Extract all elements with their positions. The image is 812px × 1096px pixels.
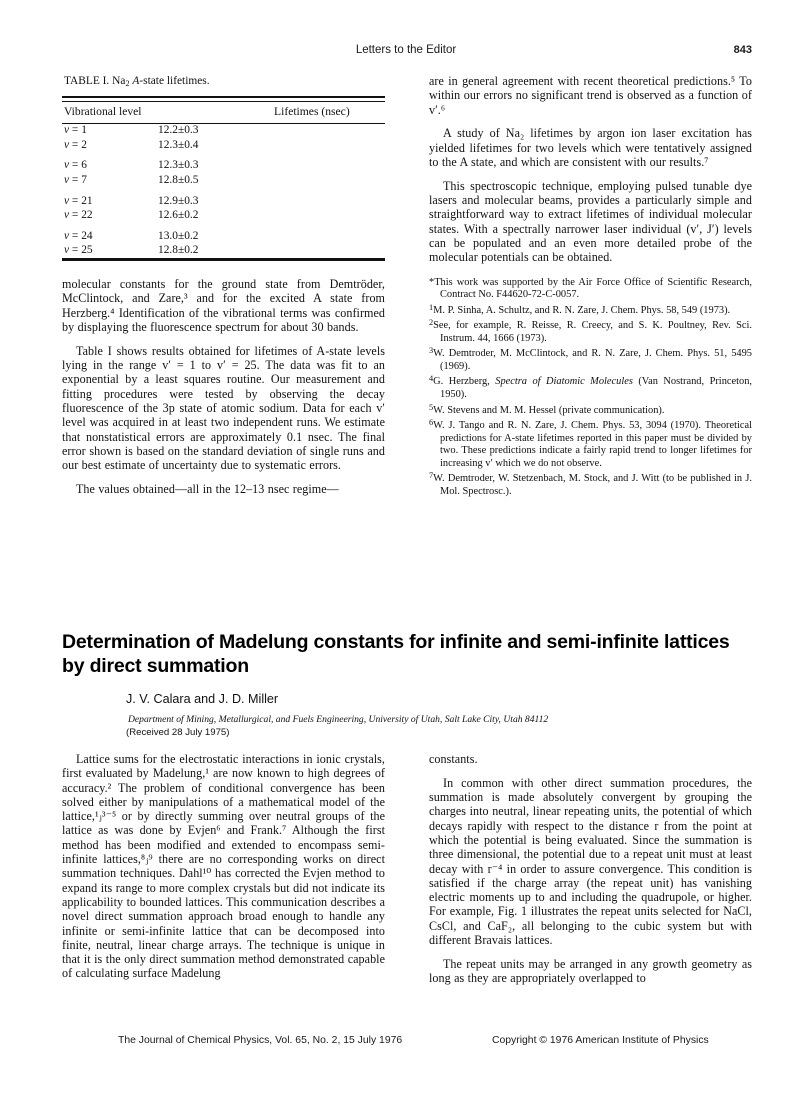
table-caption <box>64 74 385 91</box>
table-cell-level: v = 24 <box>64 229 93 242</box>
table-cell-level: v = 21 <box>64 194 93 207</box>
article-2-title: Determination of Madelung constants for infinite and semi-infinite lattices by direct summation <box>62 631 730 677</box>
table-cell-level: v = 22 <box>64 209 93 222</box>
article-2-columns <box>62 752 752 995</box>
table-cell-lifetime: 12.2±0.3 <box>158 124 199 137</box>
paragraph: Table I shows results obtained for lifetimes of A-state levels lying in the range v′ = 1 to v′ = 25. The data was fit to an exponential by a least squares routine. Our measurement and fitting procedures were tested by observing the decay fluorescence of the 3p state of atomic sodium. Data for each v′ level was acquired in at least two independent runs. We estimate that nonstatistical errors are approximately 0.1 nsec. The final error shown is based on the standard deviation of single runs and our best estimate of uncertainty due to systematic errors. <box>62 343 385 473</box>
paragraph: are in general agreement with recent theoretical predictions.⁵ To within our errors no significant trend is observed as a function of v′.⁶ <box>429 74 752 117</box>
table-caption-text: -state lifetimes. <box>139 75 210 87</box>
reference-item: $^1$M. P. Sinha, A. Schultz, and R. N. Zare, J. Chem. Phys. 58, 549 (1973). <box>429 302 731 316</box>
article-1-left-column <box>62 74 385 506</box>
paragraph: Lattice sums for the electrostatic interactions in ionic crystals, first evaluated by Madelung,¹ are now known to high degrees of accuracy.² The problem of conditional convergence has been solved either by manipulations of a mathematical model of the lattice,¹ⱼ³⁻⁵ or by directly summing over neutral groups of the lattice as was done by Evjen⁶ and Frank.⁷ Although the first method has been modified and extended to encompass semi-infinite lattices,⁸ⱼ⁹ there are no corresponding works on direct summation techniques. Dahl¹⁰ has corrected the Evjen method to expand its range to more complex crystals but did not indicate its applicability to bounded lattices. This communication describes a novel direct summation approach broad enough to handle any infinite or semi-infinite lattice that can be decomposed into finite, neutral, linear charge arrays. The technique is unique in that it is the only direct summation method demonstrated capable of calculating surface Madelung <box>62 752 385 981</box>
article-2-left-column <box>62 752 385 995</box>
table-caption-species: $Na_2$ <box>112 75 130 89</box>
table-row <box>62 173 385 188</box>
footer-journal-info: The Journal of Chemical Physics, Vol. 65, No. 2, 15 July 1976 <box>118 1035 403 1046</box>
reference-item: $^5$W. Stevens and M. M. Hessel (private communication). <box>429 402 665 416</box>
table-caption-prefix: TABLE I. <box>64 75 110 87</box>
article-2-received-date: (Received 28 July 1975) <box>126 727 230 738</box>
table-row <box>62 124 385 139</box>
table-cell-lifetime: 12.3±0.3 <box>158 159 199 172</box>
article-2-authors: J. V. Calara and J. D. Miller <box>126 692 279 706</box>
reference-item: $^6$W. J. Tango and R. N. Zare, J. Chem. Phys. 53, 3094 (1970). Theoretical predictions for A-state lifetimes reported in this paper must be divided by two. These predictions indicate a fairly rapid trend to longer lifetimes for increasing v′ which we do not observe. <box>429 418 752 469</box>
table-na2-lifetimes <box>62 96 385 261</box>
reference-item: $^4$G. Herzberg, Spectra of Diatomic Molecules (Van Nostrand, Princeton, 1950). <box>429 374 752 400</box>
table-header-row <box>62 101 385 123</box>
table-cell-level: v = 6 <box>64 159 87 172</box>
article-2-head <box>62 630 752 738</box>
paragraph: constants. <box>429 752 478 766</box>
paragraph: The repeat units may be arranged in any growth geometry as long as they are appropriately overlapped to <box>429 956 752 986</box>
running-head <box>60 44 752 60</box>
table-cell-level: v = 1 <box>64 124 87 137</box>
table-header-lifetimes: Lifetimes (nsec) <box>274 105 350 119</box>
article-2-affiliation: Department of Mining, Metallurgical, and Fuels Engineering, University of Utah, Salt Lake City, Utah 84112 <box>128 714 549 725</box>
table-row <box>62 159 385 174</box>
paragraph: This spectroscopic technique, employing pulsed tunable dye lasers and molecular beams, provides a particularly simple and straightforward way to extract lifetimes of individual molecular states. With a spectrally narrower laser individual (v′, J′) levels can be populated and an even more detailed probe of the molecular potentials can be obtained. <box>429 178 752 265</box>
table-row <box>62 138 385 153</box>
page-footer <box>62 1035 750 1051</box>
reference-item: *This work was supported by the Air Force Office of Scientific Research, Contract No. F44620-72-C-0057. <box>429 276 752 301</box>
paragraph: In common with other direct summation procedures, the summation is made absolutely convergent by grouping the charges into neutral, linear repeating units, the potential of which decays rapidly with respect to the distance r from the point at which the potential is being evaluated. Since the summation is three dimensional, the potential due to a repeat unit must at least decay with r⁻⁴ in order to assure convergence. This condition is satisfied if the charge array (the repeat unit) has vanishing electric moments up to and including the quadrupole, or higher. For example, Fig. 1 illustrates the repeat units selected for NaCl, CsCl, and CaF₂, all belonging to the cubic system but with different Bravais lattices. <box>429 775 752 948</box>
article-1-right-column <box>429 74 752 506</box>
table-row <box>62 208 385 223</box>
table-cell-lifetime: 12.3±0.4 <box>158 138 199 151</box>
footer-copyright: Copyright © 1976 American Institute of Physics <box>492 1035 709 1046</box>
table-row <box>62 194 385 209</box>
table-cell-level: v = 7 <box>64 173 87 186</box>
table-header-vibrational-level: Vibrational level <box>64 105 142 119</box>
table-cell-level: v = 25 <box>64 244 93 257</box>
paragraph: The values obtained—all in the 12–13 nsec regime— <box>76 482 339 497</box>
table-cell-level: v = 2 <box>64 138 87 151</box>
reference-item: $^2$See, for example, R. Reisse, R. Creecy, and S. K. Poultney, Rev. Sci. Instrum. 44, 1666 (1973). <box>429 318 752 344</box>
article-2-right-column <box>429 752 752 995</box>
references-list <box>429 277 752 499</box>
running-head-title: Letters to the Editor <box>355 44 457 56</box>
table-rule-bottom <box>62 259 385 261</box>
table-cell-lifetime: 12.9±0.3 <box>158 194 199 207</box>
page-number: 843 <box>733 44 752 56</box>
article-1-columns <box>62 74 752 506</box>
paragraph: molecular constants for the ground state from Demtröder, McClintock, and Zare,³ and for the excited A state from Herzberg.⁴ Identification of the vibrational terms was confirmed by displaying the fluorescence spectrum for about 30 bands. <box>62 277 385 335</box>
reference-item: $^3$W. Demtroder, M. McClintock, and R. N. Zare, J. Chem. Phys. 51, 5495 (1969). <box>429 346 752 372</box>
paragraph: A study of Na₂ lifetimes by argon ion laser excitation has yielded lifetimes for two levels which were tentatively assigned to the A state, and which are consistent with our results.⁷ <box>429 126 752 169</box>
reference-item: $^7$W. Demtroder, W. Stetzenbach, M. Stock, and J. Witt (to be published in J. Mol. Spectrosc.). <box>429 471 752 497</box>
table-cell-lifetime: 12.8±0.2 <box>158 244 199 257</box>
table-caption-state: A <box>132 75 140 87</box>
table-cell-lifetime: 13.0±0.2 <box>158 229 199 242</box>
table-row <box>62 229 385 244</box>
table-cell-lifetime: 12.6±0.2 <box>158 209 199 222</box>
table-cell-lifetime: 12.8±0.5 <box>158 173 199 186</box>
table-row <box>62 244 385 259</box>
